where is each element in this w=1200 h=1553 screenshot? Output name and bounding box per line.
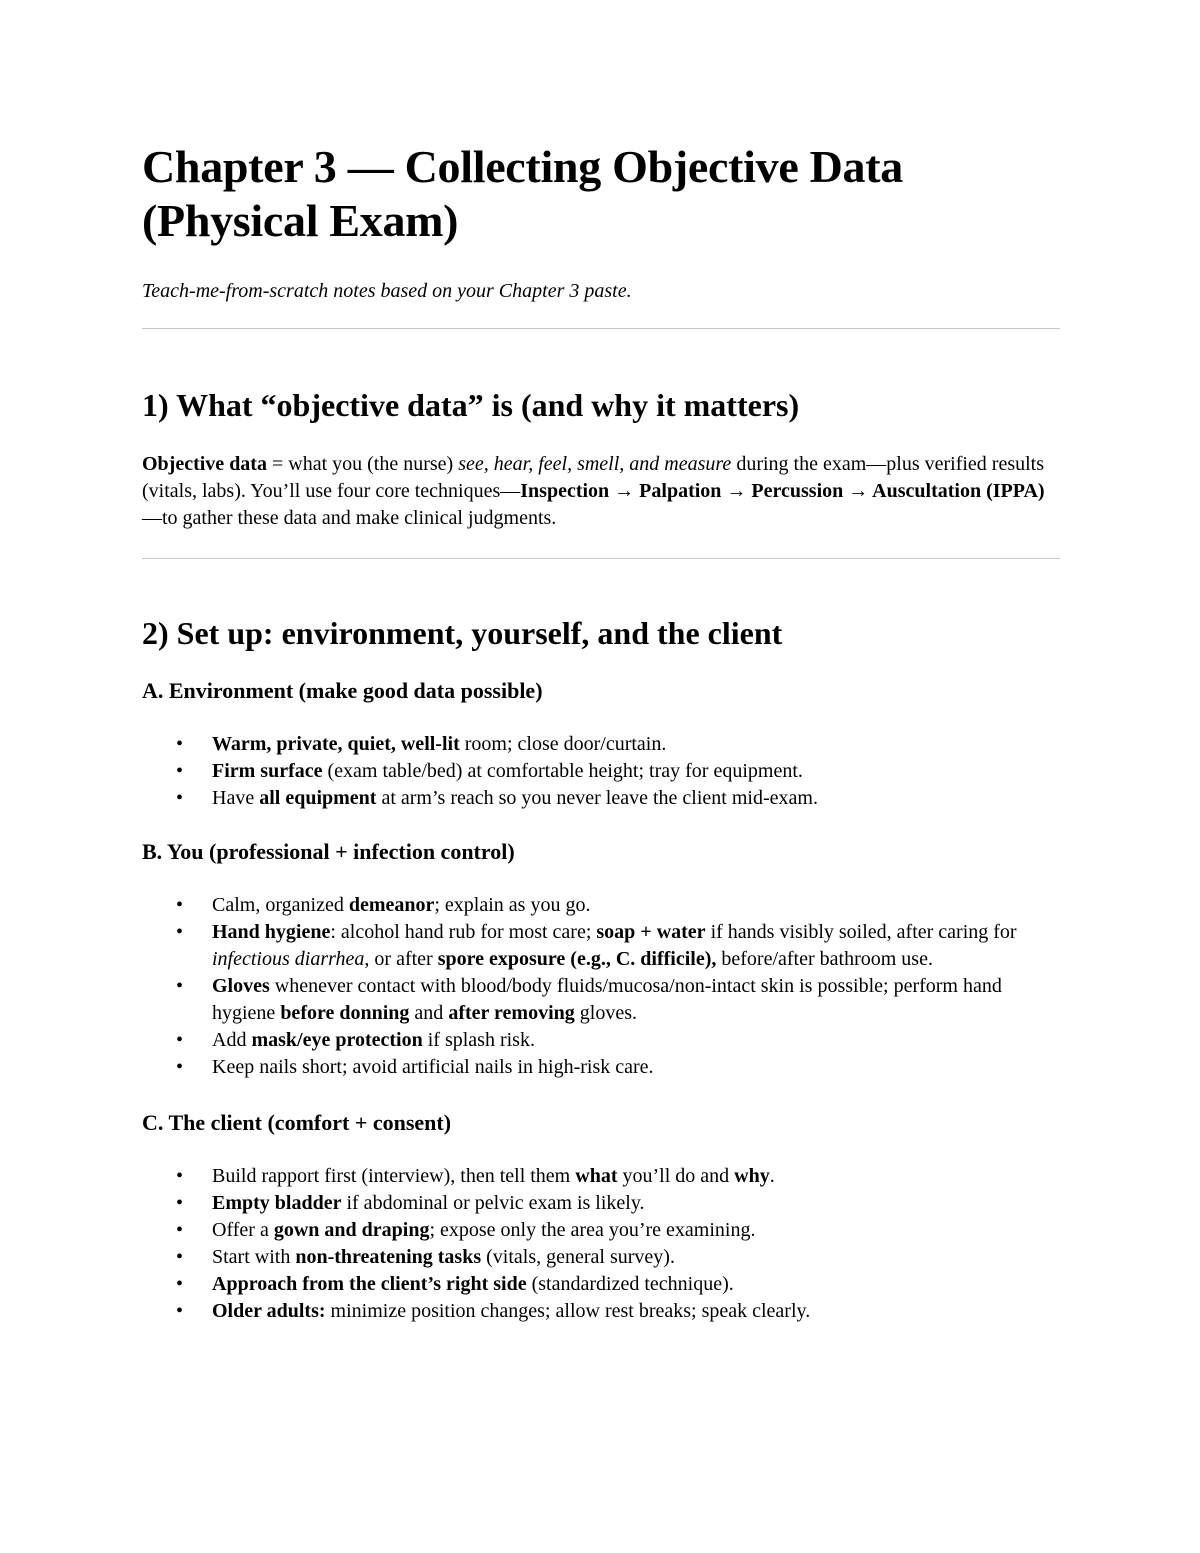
section-1-heading: 1) What “objective data” is (and why it matters)	[142, 387, 800, 423]
bullet-icon: •	[176, 1056, 184, 1078]
list-item: • Warm, private, quiet, well-lit room; close door/curtain.	[142, 731, 1060, 758]
environment-list	[142, 731, 1060, 812]
term-objective-data: Objective data	[142, 453, 267, 475]
subsection-b-heading: B. You (professional + infection control)	[142, 839, 515, 864]
divider	[142, 328, 1060, 329]
ippa-sequence: Inspection → Palpation → Percussion → Auscultation (IPPA)	[520, 480, 1045, 502]
bullet-icon: •	[176, 733, 184, 755]
bullet-icon: •	[176, 894, 184, 916]
bullet-icon: •	[176, 760, 184, 782]
bullet-icon: •	[176, 921, 184, 943]
list-item: • Firm surface (exam table/bed) at comfortable height; tray for equipment.	[142, 758, 1060, 785]
list-item: • Older adults: minimize position changes; allow rest breaks; speak clearly.	[142, 1298, 1060, 1325]
bullet-icon: •	[176, 787, 184, 809]
list-item: • Keep nails short; avoid artificial nails in high-risk care.	[142, 1054, 1060, 1081]
section-2-heading: 2) Set up: environment, yourself, and the client	[142, 615, 783, 651]
list-item: • Have all equipment at arm’s reach so you never leave the client mid-exam.	[142, 785, 1060, 812]
bullet-icon: •	[176, 1219, 184, 1241]
divider	[142, 558, 1060, 559]
professional-list	[142, 892, 1060, 1081]
document-page	[142, 140, 1060, 1325]
bullet-icon: •	[176, 1246, 184, 1268]
bullet-icon: •	[176, 975, 184, 997]
list-item: • Offer a gown and draping; expose only the area you’re examining.	[142, 1217, 1060, 1244]
subtitle: Teach-me-from-scratch notes based on your Chapter 3 paste.	[142, 280, 632, 302]
list-item: • Empty bladder if abdominal or pelvic exam is likely.	[142, 1190, 1060, 1217]
list-item: • Start with non-threatening tasks (vitals, general survey).	[142, 1244, 1060, 1271]
bullet-icon: •	[176, 1165, 184, 1187]
list-item: • Hand hygiene: alcohol hand rub for most care; soap + water if hands visibly soiled, after caring for infectious diarrhea, or after spore exposure (e.g., C. difficile), before/after bathroom use.	[176, 921, 1017, 970]
bullet-icon: •	[176, 1192, 184, 1214]
client-list	[142, 1163, 1060, 1325]
subsection-c-heading: C. The client (comfort + consent)	[142, 1110, 452, 1135]
list-item: • Build rapport first (interview), then tell them what you’ll do and why.	[142, 1163, 1060, 1190]
bullet-icon: •	[176, 1029, 184, 1051]
list-item: • Add mask/eye protection if splash risk.	[142, 1027, 1060, 1054]
subsection-a-heading: A. Environment (make good data possible)	[142, 678, 543, 703]
page-title: Chapter 3 — Collecting Objective Data (Physical Exam)	[142, 141, 903, 246]
list-item: • Calm, organized demeanor; explain as you go.	[142, 892, 1060, 919]
list-item: • Gloves whenever contact with blood/body fluids/mucosa/non-intact skin is possible; perform hand hygiene before donning and after removing gloves.	[176, 975, 1002, 1024]
list-item: • Approach from the client’s right side (standardized technique).	[142, 1271, 1060, 1298]
bullet-icon: •	[176, 1300, 184, 1322]
bullet-icon: •	[176, 1273, 184, 1295]
section-1-paragraph: Objective data = what you (the nurse) see, hear, feel, smell, and measure during the exam—plus verified results (vitals, labs). You’ll use four core techniques—Inspection → Palpation → Percussion → Auscultation (IPPA)—to gather these data and make clinical judgments.	[142, 453, 1045, 529]
